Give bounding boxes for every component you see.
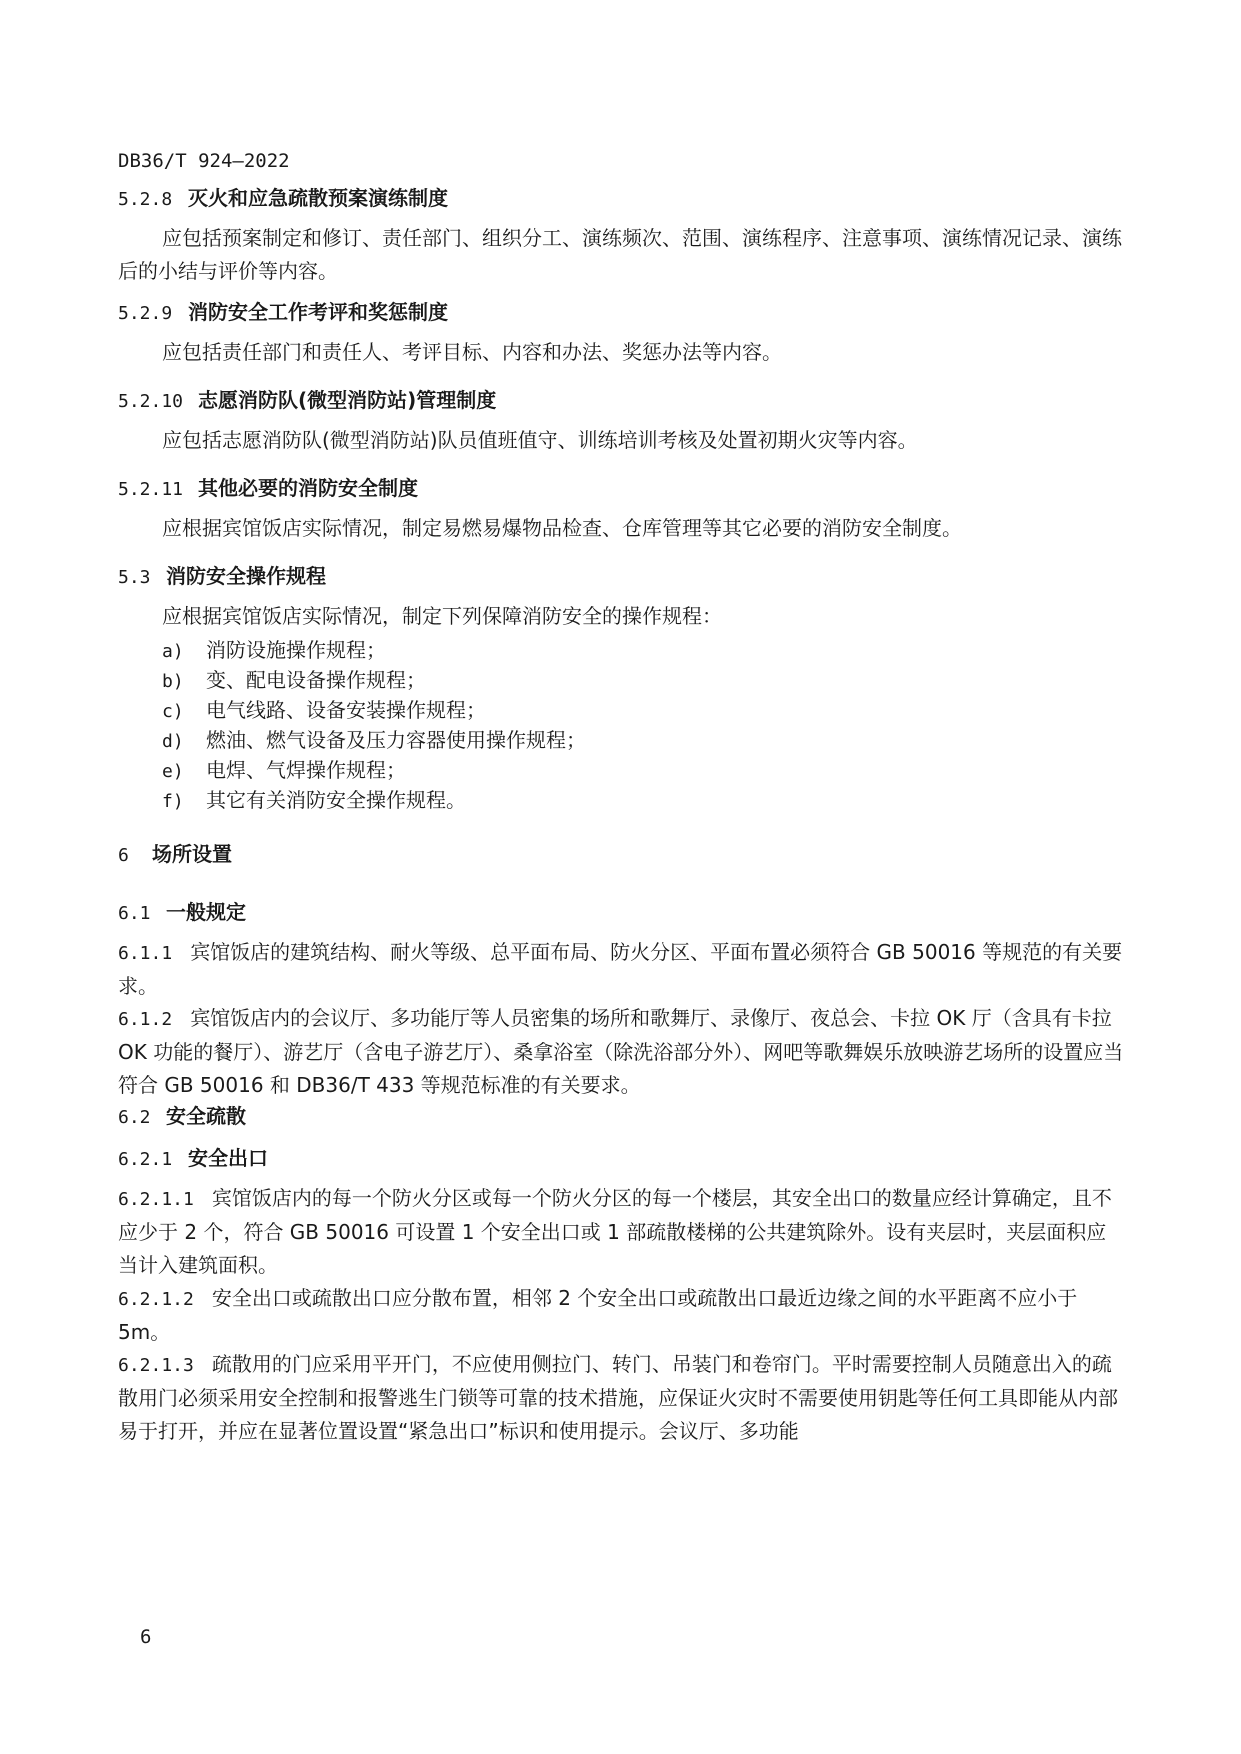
clause-number: 6.2.1.2	[118, 1289, 194, 1310]
clause-6-1-1	[118, 936, 1124, 1003]
clause-number: 6.2.1.1	[118, 1189, 194, 1210]
clause-number: 6.2.1.3	[118, 1355, 194, 1376]
heading-title: 安全疏散	[166, 1104, 246, 1128]
heading-title: 安全出口	[188, 1146, 268, 1170]
list-item	[162, 724, 586, 753]
list-marker: e)	[162, 761, 184, 782]
heading-title: 志愿消防队(微型消防站)管理制度	[198, 388, 497, 412]
clause-text: 宾馆饭店内的每一个防火分区或每一个防火分区的每一个楼层，其安全出口的数量应经计算确定，且不应少于 2 个，符合 GB 50016 可设置 1 个安全出口或 1 部疏散楼梯的公共建筑除外。设有夹层时，夹层面积应当计入建筑面积。	[118, 1186, 1112, 1277]
paragraph-5-2-8: 应包括预案制定和修订、责任部门、组织分工、演练频次、范围、演练程序、注意事项、演练情况记录、演练后的小结与评价等内容。	[118, 226, 1122, 283]
paragraph-5-2-9: 应包括责任部门和责任人、考评目标、内容和办法、奖惩办法等内容。	[162, 340, 782, 364]
list-marker: b)	[162, 671, 184, 692]
paragraph-5-3-intro: 应根据宾馆饭店实际情况，制定下列保障消防安全的操作规程：	[162, 604, 722, 628]
list-item	[162, 754, 406, 783]
list-item	[162, 694, 486, 723]
heading-title: 消防安全操作规程	[166, 564, 326, 588]
doc-code-header: DB36/T 924—2022	[118, 150, 290, 172]
heading-number: 5.2.10	[118, 391, 184, 412]
clause-6-2-1-3	[118, 1348, 1124, 1448]
clause-text: 安全出口或疏散出口应分散布置，相邻 2 个安全出口或疏散出口最近边缘之间的水平距离不应小于 5m。	[118, 1286, 1078, 1344]
heading-5-2-8	[118, 182, 448, 211]
heading-6-2	[118, 1100, 246, 1129]
list-item	[162, 784, 466, 813]
heading-5-2-10	[118, 384, 496, 413]
heading-number: 5.2.9	[118, 303, 173, 324]
clause-6-1-2	[118, 1002, 1124, 1102]
paragraph-5-2-11: 应根据宾馆饭店实际情况，制定易燃易爆物品检查、仓库管理等其它必要的消防安全制度。	[162, 516, 962, 540]
heading-title: 一般规定	[166, 900, 246, 924]
list-marker: a)	[162, 641, 184, 662]
heading-title: 灭火和应急疏散预案演练制度	[188, 186, 448, 210]
heading-6	[118, 838, 232, 867]
list-marker: f)	[162, 791, 184, 812]
heading-6-1	[118, 896, 246, 925]
heading-number: 5.3	[118, 567, 151, 588]
list-marker: d)	[162, 731, 184, 752]
list-item-text: 变、配电设备操作规程；	[206, 668, 426, 692]
page-number: 6	[140, 1626, 152, 1648]
clause-number: 6.1.2	[118, 1009, 173, 1030]
clause-text: 疏散用的门应采用平开门，不应使用侧拉门、转门、吊装门和卷帘门。平时需要控制人员随意出入的疏散用门必须采用安全控制和报警逃生门锁等可靠的技术措施，应保证火灾时不需要使用钥匙等任何工具即能从内部易于打开，并应在显著位置设置“紧急出口”标识和使用提示。会议厅、多功能	[118, 1352, 1118, 1443]
heading-5-2-9	[118, 296, 448, 325]
list-item-text: 其它有关消防安全操作规程。	[206, 788, 466, 812]
list-item-text: 燃油、燃气设备及压力容器使用操作规程；	[206, 728, 586, 752]
heading-number: 6	[118, 845, 129, 866]
list-item	[162, 664, 426, 693]
heading-number: 6.2	[118, 1107, 151, 1128]
clause-text: 宾馆饭店的建筑结构、耐火等级、总平面布局、防火分区、平面布置必须符合 GB 50016 等规范的有关要求。	[118, 940, 1123, 998]
heading-number: 6.1	[118, 903, 151, 924]
heading-5-2-11	[118, 472, 418, 501]
heading-title: 场所设置	[152, 842, 232, 866]
list-item-text: 消防设施操作规程；	[206, 638, 386, 662]
clause-number: 6.1.1	[118, 943, 173, 964]
heading-number: 5.2.11	[118, 479, 184, 500]
paragraph-5-2-10: 应包括志愿消防队(微型消防站)队员值班值守、训练培训考核及处置初期火灾等内容。	[162, 428, 918, 452]
list-marker: c)	[162, 701, 184, 722]
heading-5-3	[118, 560, 326, 589]
clause-6-2-1-1	[118, 1182, 1124, 1282]
list-item-text: 电焊、气焊操作规程；	[206, 758, 406, 782]
heading-number: 5.2.8	[118, 189, 173, 210]
list-item-text: 电气线路、设备安装操作规程；	[206, 698, 486, 722]
clause-text: 宾馆饭店内的会议厅、多功能厅等人员密集的场所和歌舞厅、录像厅、夜总会、卡拉 OK 厅（含具有卡拉 OK 功能的餐厅）、游艺厅（含电子游艺厅）、桑拿浴室（除洗浴部分外）、网吧等歌舞娱乐放映游艺场所的设置应当符合 GB 50016 和 DB36/T 433 等规范标准的有关要求。	[118, 1006, 1124, 1097]
heading-number: 6.2.1	[118, 1149, 173, 1170]
heading-title: 消防安全工作考评和奖惩制度	[188, 300, 448, 324]
heading-6-2-1	[118, 1142, 268, 1171]
clause-6-2-1-2	[118, 1282, 1124, 1349]
heading-title: 其他必要的消防安全制度	[198, 476, 418, 500]
list-item	[162, 634, 386, 663]
